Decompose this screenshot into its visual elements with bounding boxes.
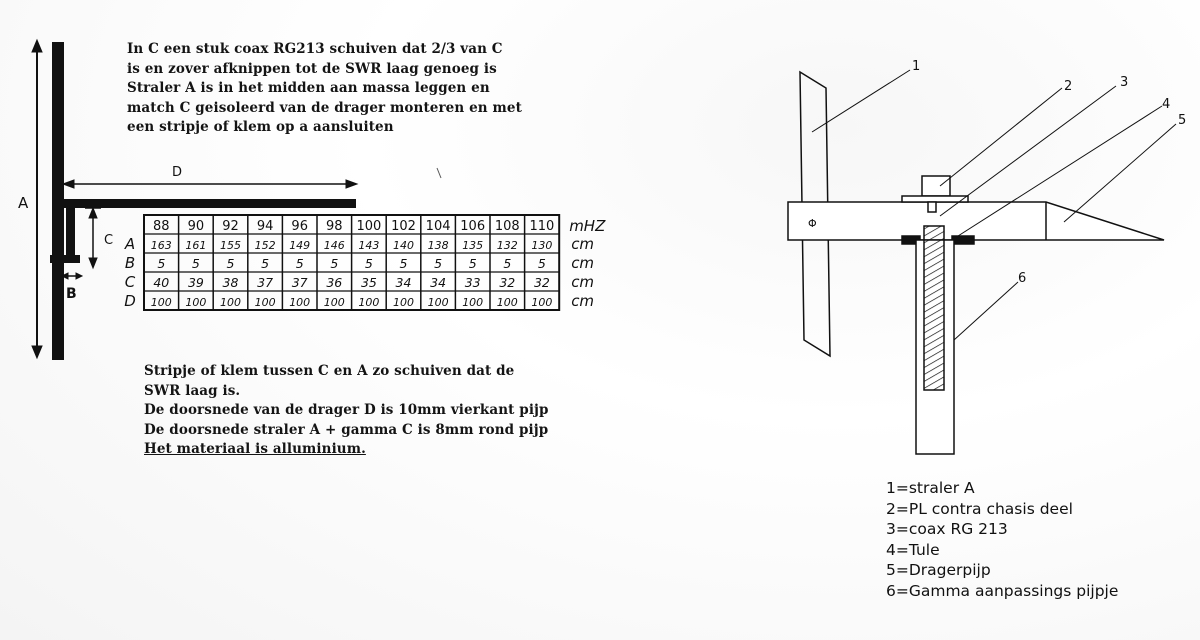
instruction-line: een stripje of klem op a aansluiten [127, 119, 394, 135]
instruction-line: De doorsnede van de drager D is 10mm vierkant pijp [144, 402, 549, 418]
table-cell: 143 [358, 239, 380, 252]
callout-number: 3 [1120, 75, 1129, 90]
table-cell: 5 [399, 256, 408, 271]
carrier-pipe [788, 202, 1164, 240]
table-frequency-header: 106 [460, 219, 486, 234]
legend-item: 4=Tule [886, 540, 940, 559]
table-row-unit: cm [571, 254, 595, 272]
table-frequency-header: 110 [529, 219, 555, 234]
table-cell: 5 [468, 256, 477, 271]
clamp-strip [50, 255, 80, 263]
table-cell: 135 [462, 239, 484, 252]
gamma-tube [924, 226, 944, 390]
table-cell: 140 [393, 239, 414, 252]
table-cell: 5 [434, 256, 443, 271]
table-cell: 146 [323, 239, 345, 252]
table-cell: 34 [430, 275, 447, 290]
callout-number: 4 [1162, 97, 1171, 112]
callout-number: 1 [912, 59, 921, 74]
table-frequency-header: 108 [494, 219, 520, 234]
table-cell: 5 [503, 256, 512, 271]
legend-item: 2=PL contra chasis deel [886, 499, 1073, 518]
table-cell: 138 [427, 239, 449, 252]
table-cell: 161 [185, 239, 207, 252]
grommet-right [952, 236, 974, 244]
table-cell: 5 [157, 256, 166, 271]
instruction-line: match C geisoleerd van de drager monteren en met [127, 99, 522, 116]
table-cell: 37 [257, 275, 274, 290]
instruction-line: Het materiaal is alluminium. [144, 441, 366, 457]
instruction-line: In C een stuk coax RG213 schuiven dat 2/3 van C [127, 41, 503, 57]
pl-connector-flange [902, 196, 968, 202]
mount-detail-diagram [788, 70, 1176, 454]
table-cell: 100 [393, 296, 414, 309]
pl-connector-body [922, 176, 950, 196]
table-cell: 5 [330, 256, 339, 271]
table-row-unit: cm [571, 235, 595, 253]
table-row-unit: cm [571, 273, 595, 291]
table-frequency-header: 88 [153, 219, 170, 234]
table-cell: 100 [496, 296, 518, 309]
table-cell: 100 [254, 296, 276, 309]
table-cell: 39 [187, 275, 204, 290]
table-cell: 132 [496, 239, 518, 252]
dimension-a-label: A [18, 194, 29, 212]
leader-6 [954, 282, 1018, 340]
table-frequency-header: 102 [391, 219, 416, 234]
dimension-b-arrow [62, 273, 82, 279]
table-frequency-header: 104 [425, 219, 451, 234]
leader-5 [1064, 124, 1176, 222]
instructions-bottom [144, 362, 549, 460]
carrier-d-element [58, 199, 356, 208]
table-cell: 100 [150, 296, 172, 309]
table-cell: 35 [360, 275, 377, 290]
table-cell: 100 [531, 296, 553, 309]
table-cell: 33 [464, 275, 481, 290]
gamma-match-c-element [66, 206, 75, 262]
dimension-c-arrow [85, 208, 101, 268]
table-cell: 163 [150, 239, 172, 252]
table-cell: 37 [291, 275, 308, 290]
table-cell: 100 [289, 296, 311, 309]
dimension-table [124, 215, 606, 310]
table-cell: 100 [185, 296, 207, 309]
table-cell: 100 [427, 296, 449, 309]
table-cell: 130 [531, 239, 553, 252]
table-frequency-header: 90 [187, 219, 205, 234]
table-cell: 5 [364, 256, 373, 271]
table-row-label: D [124, 292, 136, 310]
table-cell: 40 [153, 275, 170, 290]
table-row-label: C [124, 273, 136, 291]
table-frequency-header: 98 [326, 219, 343, 234]
table-cell: 100 [220, 296, 241, 309]
table-cell: 36 [326, 275, 343, 290]
table-cell: 100 [323, 296, 345, 309]
callout-number: 2 [1064, 79, 1073, 94]
table-cell: 5 [226, 256, 235, 271]
mount-legend [886, 478, 1118, 601]
table-frequency-unit: mHZ [569, 217, 606, 235]
instruction-line: Stripje of klem tussen C en A zo schuiven dat de [144, 363, 515, 379]
table-cell: 5 [261, 256, 270, 271]
table-cell: 155 [220, 239, 241, 252]
instructions-top [127, 40, 522, 138]
instruction-line: SWR laag is. [144, 382, 241, 399]
table-row-label: A [124, 235, 136, 253]
table-frequency-header: 100 [356, 219, 382, 234]
dimension-d-label: D [172, 165, 183, 180]
legend-item: 1=straler A [886, 479, 975, 497]
mount-symbol: Φ [808, 217, 817, 230]
table-cell: 100 [358, 296, 380, 309]
leader-3 [940, 86, 1116, 216]
table-cell: 5 [191, 256, 200, 271]
table-cell: 5 [537, 256, 546, 271]
dimension-d-arrow [63, 180, 357, 188]
table-row-unit: cm [571, 292, 595, 310]
table-cell: 100 [462, 296, 484, 309]
table-row-label: B [124, 254, 136, 272]
table-cell: 32 [499, 275, 516, 290]
callout-number: 6 [1018, 271, 1027, 286]
table-cell: 149 [289, 239, 311, 252]
callout-number: 5 [1178, 113, 1187, 128]
table-cell: 5 [295, 256, 304, 271]
dimension-b-label: B [66, 286, 77, 302]
instruction-line: Straler A is in het midden aan massa leggen en [127, 80, 490, 96]
table-cell: 32 [533, 275, 550, 290]
instruction-line: is en zover afknippen tot de SWR laag genoeg is [127, 60, 497, 77]
dimension-a-arrow [32, 40, 42, 358]
legend-item: 3=coax RG 213 [886, 520, 1008, 538]
table-cell: 34 [395, 275, 412, 290]
legend-item: 6=Gamma aanpassings pijpje [886, 581, 1119, 600]
pencil-mark [437, 168, 441, 178]
table-frequency-header: 96 [291, 219, 308, 234]
dimension-c-label: C [104, 233, 114, 248]
table-frequency-header: 92 [222, 219, 239, 234]
pl-connector-pin [928, 202, 936, 212]
legend-item: 5=Dragerpijp [886, 561, 991, 579]
table-frequency-header: 94 [256, 219, 274, 234]
instruction-line: De doorsnede straler A + gamma C is 8mm rond pijp [144, 421, 549, 438]
table-cell: 38 [222, 275, 239, 290]
table-cell: 152 [254, 239, 276, 252]
